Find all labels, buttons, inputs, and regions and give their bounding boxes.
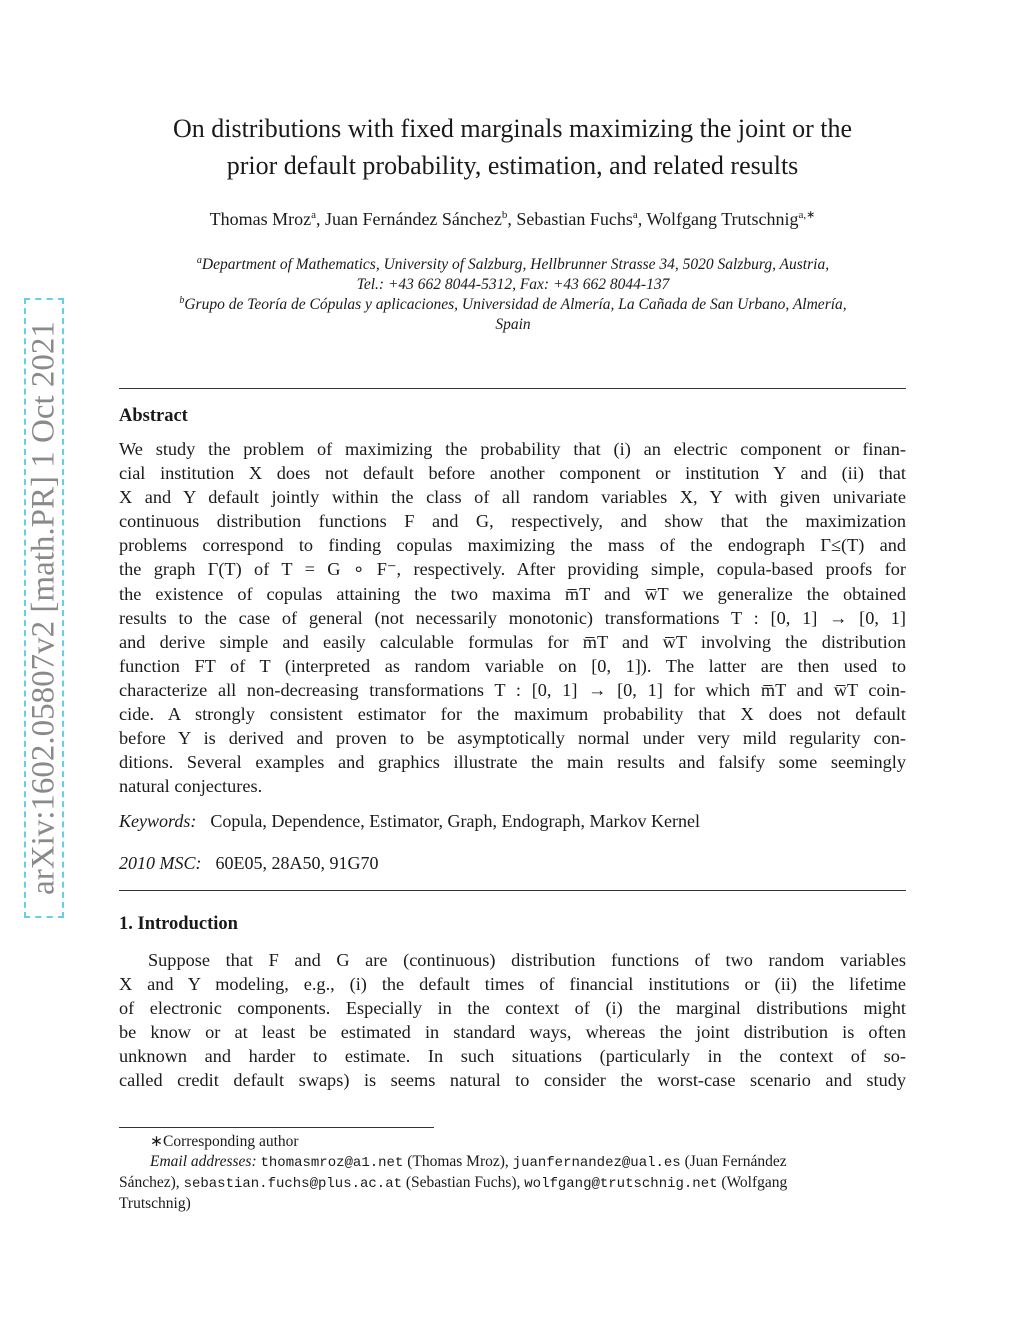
footnotes [119,1132,906,1214]
intro-line: X and Y modeling, e.g., (i) the default times of financial institutions or (ii) the lifetime [119,974,906,995]
email-line-1 [119,1152,906,1173]
affiliation-a [118,251,908,295]
abstract-line: ditions. Several examples and graphics illustrate the main results and falsify some seemingly [119,752,906,773]
abstract-line: characterize all non-decreasing transformations T : [0, 1] → [0, 1] for which m̅T and w̅T coin- [119,679,906,700]
author-sup: b [501,209,508,221]
abstract-line: the graph Γ(T) of T = G ∘ F⁻, respectively. After providing simple, copula-based proofs for [119,559,906,580]
corresponding-author-note: ∗Corresponding author [150,1133,299,1150]
author-name: Wolfgang Trutschnig [646,209,799,229]
introduction-body [119,948,906,1093]
intro-line: called credit default swaps) is seems natural to consider the worst-case scenario and study [119,1070,906,1091]
divider-top [119,388,906,389]
intro-line: of electronic components. Especially in the context of (i) the marginal distributions might [119,998,906,1019]
email-owner: (Juan Fernández [684,1153,787,1170]
affil-mark: b [179,295,185,306]
intro-line: Suppose that F and G are (continuous) distribution functions of two random variables [148,950,906,970]
affil-line: Tel.: +43 662 8044-5312, Fax: +43 662 8044-137 [356,276,670,294]
author-name: Sebastian Fuchs [516,209,633,229]
msc-text: 60E05, 28A50, 91G70 [215,853,379,873]
abstract-line: and derive simple and easily calculable formulas for m̅T and w̅T involving the distribution [119,631,906,652]
arxiv-stamp [24,298,64,918]
email-owner: (Sebastian Fuchs), [405,1174,521,1191]
msc-codes [119,853,379,874]
affil-line: Grupo de Teoría de Cópulas y aplicaciones, Universidad de Almería, La Cañada de San Urbano, Almería, [184,296,847,314]
msc-label: 2010 MSC: [119,853,202,873]
keywords-text: Copula, Dependence, Estimator, Graph, Endograph, Markov Kernel [210,811,700,831]
abstract-line: function FT of T (interpreted as random variable on [0, 1]). The latter are then used to [119,655,906,676]
affil-line: Department of Mathematics, University of Salzburg, Hellbrunner Strasse 34, 5020 Salzburg, Austria, [201,256,830,274]
email-link[interactable]: thomasmroz@a1.net [260,1155,404,1171]
intro-line: unknown and harder to estimate. In such situations (particularly in the context of so- [119,1046,906,1067]
abstract-line: natural conjectures. [119,776,263,797]
title-line-2: prior default probability, estimation, and related results [226,151,799,180]
affiliation-b [118,291,908,335]
affil-line: Spain [495,316,531,334]
divider-bottom [119,890,906,891]
introduction-heading: 1. Introduction [119,914,238,934]
abstract-heading: Abstract [119,406,188,426]
author-sup: a [632,209,638,221]
email-line-2 [119,1173,906,1194]
email-link[interactable]: juanfernandez@ual.es [512,1155,681,1171]
abstract-line: the existence of copulas attaining the two maxima m̅T and w̅T we generalize the obtained [119,583,906,604]
author-sup: a [311,209,316,221]
keywords [119,811,700,832]
keywords-label: Keywords: [119,811,197,831]
title-line-1: On distributions with fixed marginals maximizing the joint or the [172,114,853,143]
email-owner: (Thomas Mroz), [407,1153,509,1170]
email-link[interactable]: sebastian.fuchs@plus.ac.at [183,1176,402,1192]
footnote-rule [119,1127,434,1128]
abstract-line: cide. A strongly consistent estimator for the maximum probability that X does not default [119,704,906,725]
author-name: Juan Fernández Sánchez [324,209,502,229]
abstract-line: before Y is derived and proven to be asymptotically normal under very mild regularity con- [119,728,906,749]
paper-title [110,110,915,184]
abstract-line: results to the case of general (not necessarily monotonic) transformations T : [0, 1] → [0, 1] [119,607,906,628]
email-owner-prefix: Sánchez), [119,1174,180,1191]
author-sup: a,∗ [798,209,816,221]
abstract-line: We study the problem of maximizing the probability that (i) an electric component or finan- [119,439,906,459]
email-owner: (Wolfgang [721,1174,788,1191]
abstract-line: continuous distribution functions F and G, respectively, and show that the maximization [119,511,906,532]
email-link[interactable]: wolfgang@trutschnig.net [524,1176,718,1192]
affil-mark: a [196,255,202,266]
abstract-line: X and Y default jointly within the class of all random variables X, Y with given univariate [119,487,906,508]
abstract-line: cial institution X does not default before another component or institution Y and (ii) that [119,463,906,484]
arxiv-stamp-text: arXiv:1602.05807v2 [math.PR] 1 Oct 2021 [25,321,62,895]
intro-line: be know or at least be estimated in standard ways, whereas the joint distribution is often [119,1022,906,1043]
abstract-line: problems correspond to finding copulas maximizing the mass of the endograph Γ≤(T) and [119,535,906,556]
author-list: Thomas Mroz$^a$, Juan Fernández Sánchez$^b$, Sebastian Fuchs$^a$, Wolfgang Trutschnig$^{a,∗}$ [209,209,816,229]
abstract-body [119,437,906,798]
author-name: Thomas Mroz [209,209,312,229]
email-label: Email addresses: [150,1153,257,1170]
email-line-3: Trutschnig) [119,1195,191,1212]
